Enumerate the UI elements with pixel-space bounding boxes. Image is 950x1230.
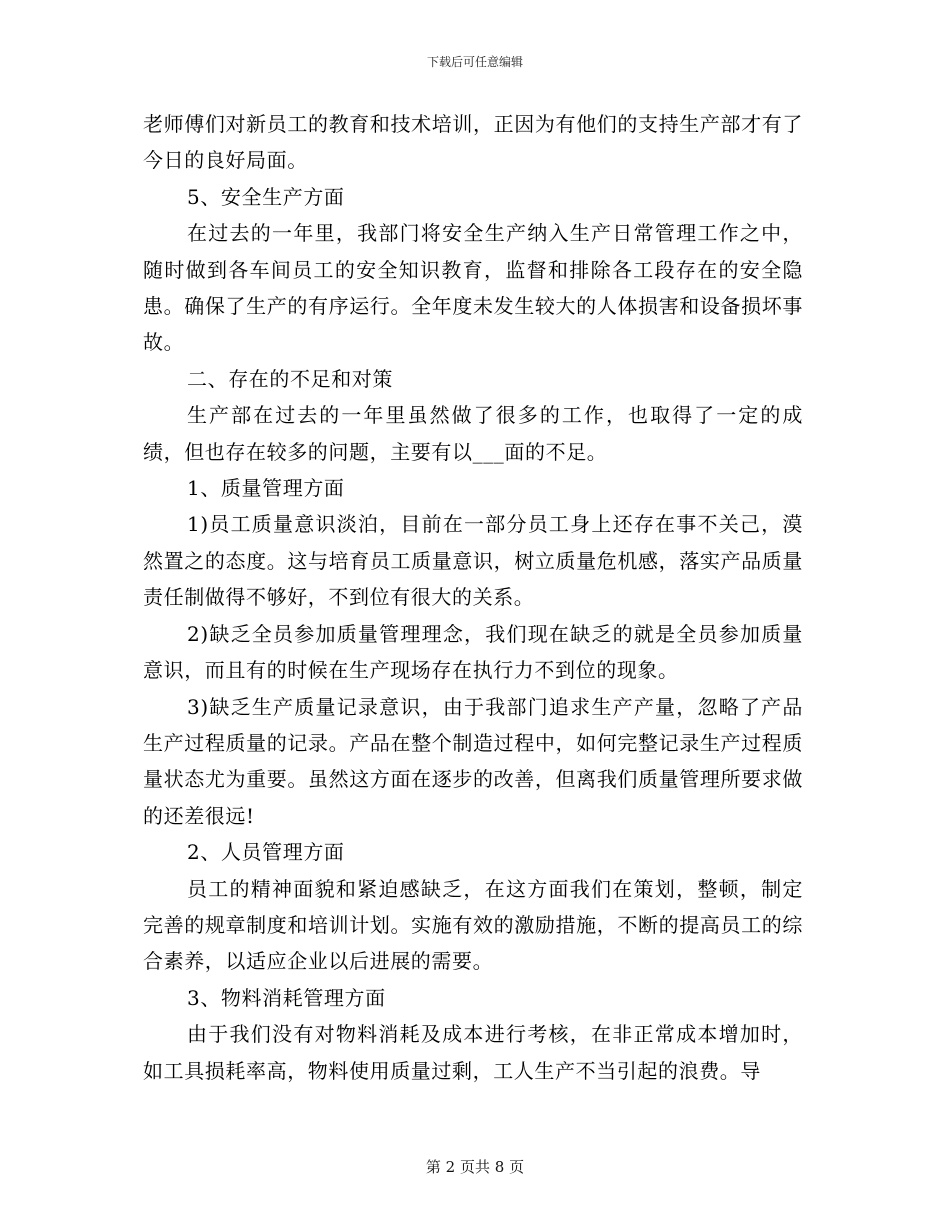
document-body [143, 106, 803, 1089]
section-heading: 3、物料消耗管理方面 [187, 985, 386, 1010]
page-footer: 第 2 页共 8 页 [425, 1158, 525, 1176]
page-header: 下载后可任意编辑 [426, 55, 523, 69]
paragraph: 3)缺乏生产质量记录意识，由于我部门追求生产产量，忽略了产品生产过程质量的记录。产品在整个制造过程中，如何完整记录生产过程质量状态尤为重要。虽然这方面在逐步的改善，但离我们质量管理所要求做的还差很远! [143, 694, 803, 828]
section-heading: 1、质量管理方面 [187, 476, 345, 501]
section-heading: 2、人员管理方面 [187, 840, 345, 865]
paragraph: 生产部在过去的一年里虽然做了很多的工作，也取得了一定的成绩，但也存在较多的问题，主要有以___面的不足。 [143, 403, 803, 464]
section-heading: 5、安全生产方面 [187, 184, 345, 209]
paragraph: 1)员工质量意识淡泊，目前在一部分员工身上还存在事不关己，漠然置之的态度。这与培育员工质量意识，树立质量危机感，落实产品质量责任制做得不够好，不到位有很大的关系。 [143, 512, 803, 610]
paragraph: 老师傅们对新员工的教育和技术培训，正因为有他们的支持生产部才有了今日的良好局面。 [143, 112, 803, 173]
paragraph: 由于我们没有对物料消耗及成本进行考核，在非正常成本增加时，如工具损耗率高，物料使用质量过剩，工人生产不当引起的浪费。导 [143, 1022, 803, 1083]
section-heading: 二、存在的不足和对策 [187, 366, 393, 391]
paragraph: 2)缺乏全员参加质量管理理念，我们现在缺乏的就是全员参加质量意识，而且有的时候在生产现场存在执行力不到位的现象。 [143, 621, 803, 683]
paragraph: 员工的精神面貌和紧迫感缺乏，在这方面我们在策划，整顿，制定完善的规章制度和培训计划。实施有效的激励措施，不断的提高员工的综合素养，以适应企业以后进展的需要。 [143, 876, 803, 974]
paragraph: 在过去的一年里，我部门将安全生产纳入生产日常管理工作之中，随时做到各车间员工的安全知识教育，监督和排除各工段存在的安全隐患。确保了生产的有序运行。全年度未发生较大的人体损害和设备损坏事故。 [143, 221, 803, 355]
